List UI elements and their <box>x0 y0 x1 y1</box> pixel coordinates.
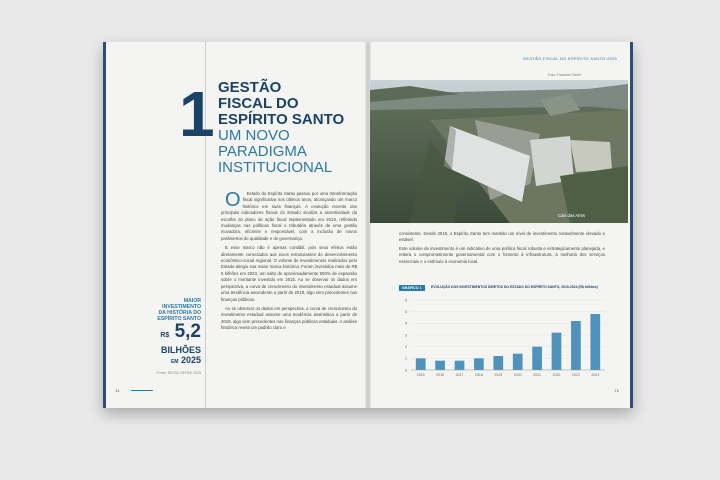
chart-tag: GRÁFICO 1 <box>399 285 425 291</box>
bar <box>455 361 465 370</box>
title-line-1: GESTÃO <box>218 79 282 96</box>
x-tick-label: 2015 <box>416 373 425 377</box>
bar <box>513 354 523 370</box>
aerial-photo-illustration <box>370 80 628 223</box>
paragraph: consistente. Desde 2019, o Espírito Santo tem mantido um nível de investimento notavelmente elevado e estável. <box>399 231 605 243</box>
title-line-2: FISCAL DO <box>218 95 299 112</box>
running-header: GESTÃO FISCAL DO ESPÍRITO SANTO 2025 <box>523 56 618 61</box>
stat-label-3: DA HISTÓRIA DO <box>158 310 201 316</box>
bar <box>552 333 562 370</box>
bar <box>571 321 581 370</box>
x-tick-label: 2019 <box>494 373 503 377</box>
chapter-title <box>218 80 358 176</box>
stat-year-value: 2025 <box>180 355 201 365</box>
paragraph: Estado do Espírito Santo passou por uma transformação fiscal significativa nos últimos anos, alcançando um marco histórico em suas finanças. A evolução recente dos principais indicadores fiscais do Estado sinaliza a assertividade da escolha do plano de ação fiscal implementado em 2019, refletindo mudanças nas políticas fiscal e tributária através de uma gestão inovadora, eficiente e responsável, com a inclusão de novos parâmetros de qualidade e de governança. <box>221 191 357 241</box>
left-cover-edge <box>103 42 106 408</box>
x-tick-label: 2022 <box>552 373 561 377</box>
x-tick-label: 2018 <box>475 373 483 377</box>
bar <box>416 358 426 370</box>
left-body-text <box>221 191 357 335</box>
y-tick-label: 6 <box>405 298 407 303</box>
paragraph: Ao se observar os dados em perspectiva, a curva de crescimento do investimento estadual assume uma tendência assintótica a partir de 2019, algo sem precedentes nas finanças públicas estaduais. A análise histórica revela um padrão claro e <box>221 305 357 331</box>
chapter-number: 1 <box>179 78 213 150</box>
right-cover-edge <box>630 42 633 408</box>
footer-rule-left <box>131 390 153 391</box>
x-tick-label: 2024 <box>591 373 600 377</box>
stat-label-1: MAIOR <box>183 298 201 304</box>
chart-header <box>399 285 607 294</box>
stat-label-4: ESPÍRITO SANTO <box>157 316 201 322</box>
stat-source: Fonte: SEFAZ-SEPAE 2025 <box>156 371 201 375</box>
y-tick-label: 0 <box>405 368 407 373</box>
x-tick-label: 2021 <box>533 373 541 377</box>
subtitle-line-1: UM NOVO <box>218 127 290 144</box>
y-tick-label: 1 <box>405 356 407 361</box>
investment-bar-chart <box>399 296 611 382</box>
x-tick-label: 2017 <box>455 373 464 377</box>
x-tick-label: 2016 <box>436 373 444 377</box>
y-tick-label: 2 <box>405 344 407 349</box>
right-body-text <box>399 231 605 267</box>
stat-currency: R$ <box>160 332 170 339</box>
bar <box>590 314 600 370</box>
title-line-3: ESPÍRITO SANTO <box>218 111 345 128</box>
photo-credit: Foto: Francisco Sinler <box>548 73 581 77</box>
stat-value <box>137 322 201 345</box>
subtitle-line-3: INSTITUCIONAL <box>218 159 333 176</box>
x-tick-label: 2023 <box>572 373 580 377</box>
bar <box>493 356 503 370</box>
y-tick-label: 3 <box>405 333 407 338</box>
highlight-stat <box>137 298 201 375</box>
magazine-spread <box>103 42 633 408</box>
chart-title: EVOLUÇÃO DOS INVESTIMENTOS DIRETOS DO ESTADO DO ESPÍRITO SANTO, 2015-2024 (R$ bilhões) <box>431 285 598 289</box>
bar <box>474 358 484 370</box>
stat-label-2: INVESTIMENTO <box>162 304 201 310</box>
paragraph: E esse marco não é apenas contábil, pois seus efeitos estão diretamente conectados aos eixos estruturantes do desenvolvimento econômico-social regional. O volume de investimentos realizados pelo Estado atingiu sua maior marca histórica. Foram investidos mais de R$ 5 bilhões em 2023, um salto de aproximadamente 500% de expansão sobre o montante investido em 2015. Ao se observar os dados em perspectiva, a curva de crescimento do investimento estadual assume uma tendência ascendente a partir de 2019, algo sem precedentes nas finanças públicas. <box>221 245 357 302</box>
photo-caption: Cais das Artes <box>558 213 585 218</box>
subtitle-line-2: PARADIGMA <box>218 143 307 160</box>
x-tick-label: 2020 <box>513 373 522 377</box>
y-tick-label: 5 <box>405 309 407 314</box>
y-tick-label: 4 <box>405 321 407 326</box>
paragraph: Este volume de investimento é um indicativo de uma política fiscal robusta e estrategicamente planejada, e reitera o comprometimento governamental com o fomento à infraestrutura, à melhoria dos serviços essenciais e o estímulo à economia local. <box>399 245 605 264</box>
stat-number: 5,2 <box>174 321 201 342</box>
stat-year <box>137 355 201 367</box>
stat-year-prefix: EM <box>170 359 179 365</box>
bar <box>435 361 445 370</box>
bar <box>532 347 542 370</box>
stat-unit: BILHÕES <box>160 345 201 355</box>
drop-cap: O <box>225 189 241 211</box>
page-number-right: 15 <box>614 388 619 393</box>
page-number-left: 14 <box>115 388 120 393</box>
aerial-photo <box>370 80 628 223</box>
